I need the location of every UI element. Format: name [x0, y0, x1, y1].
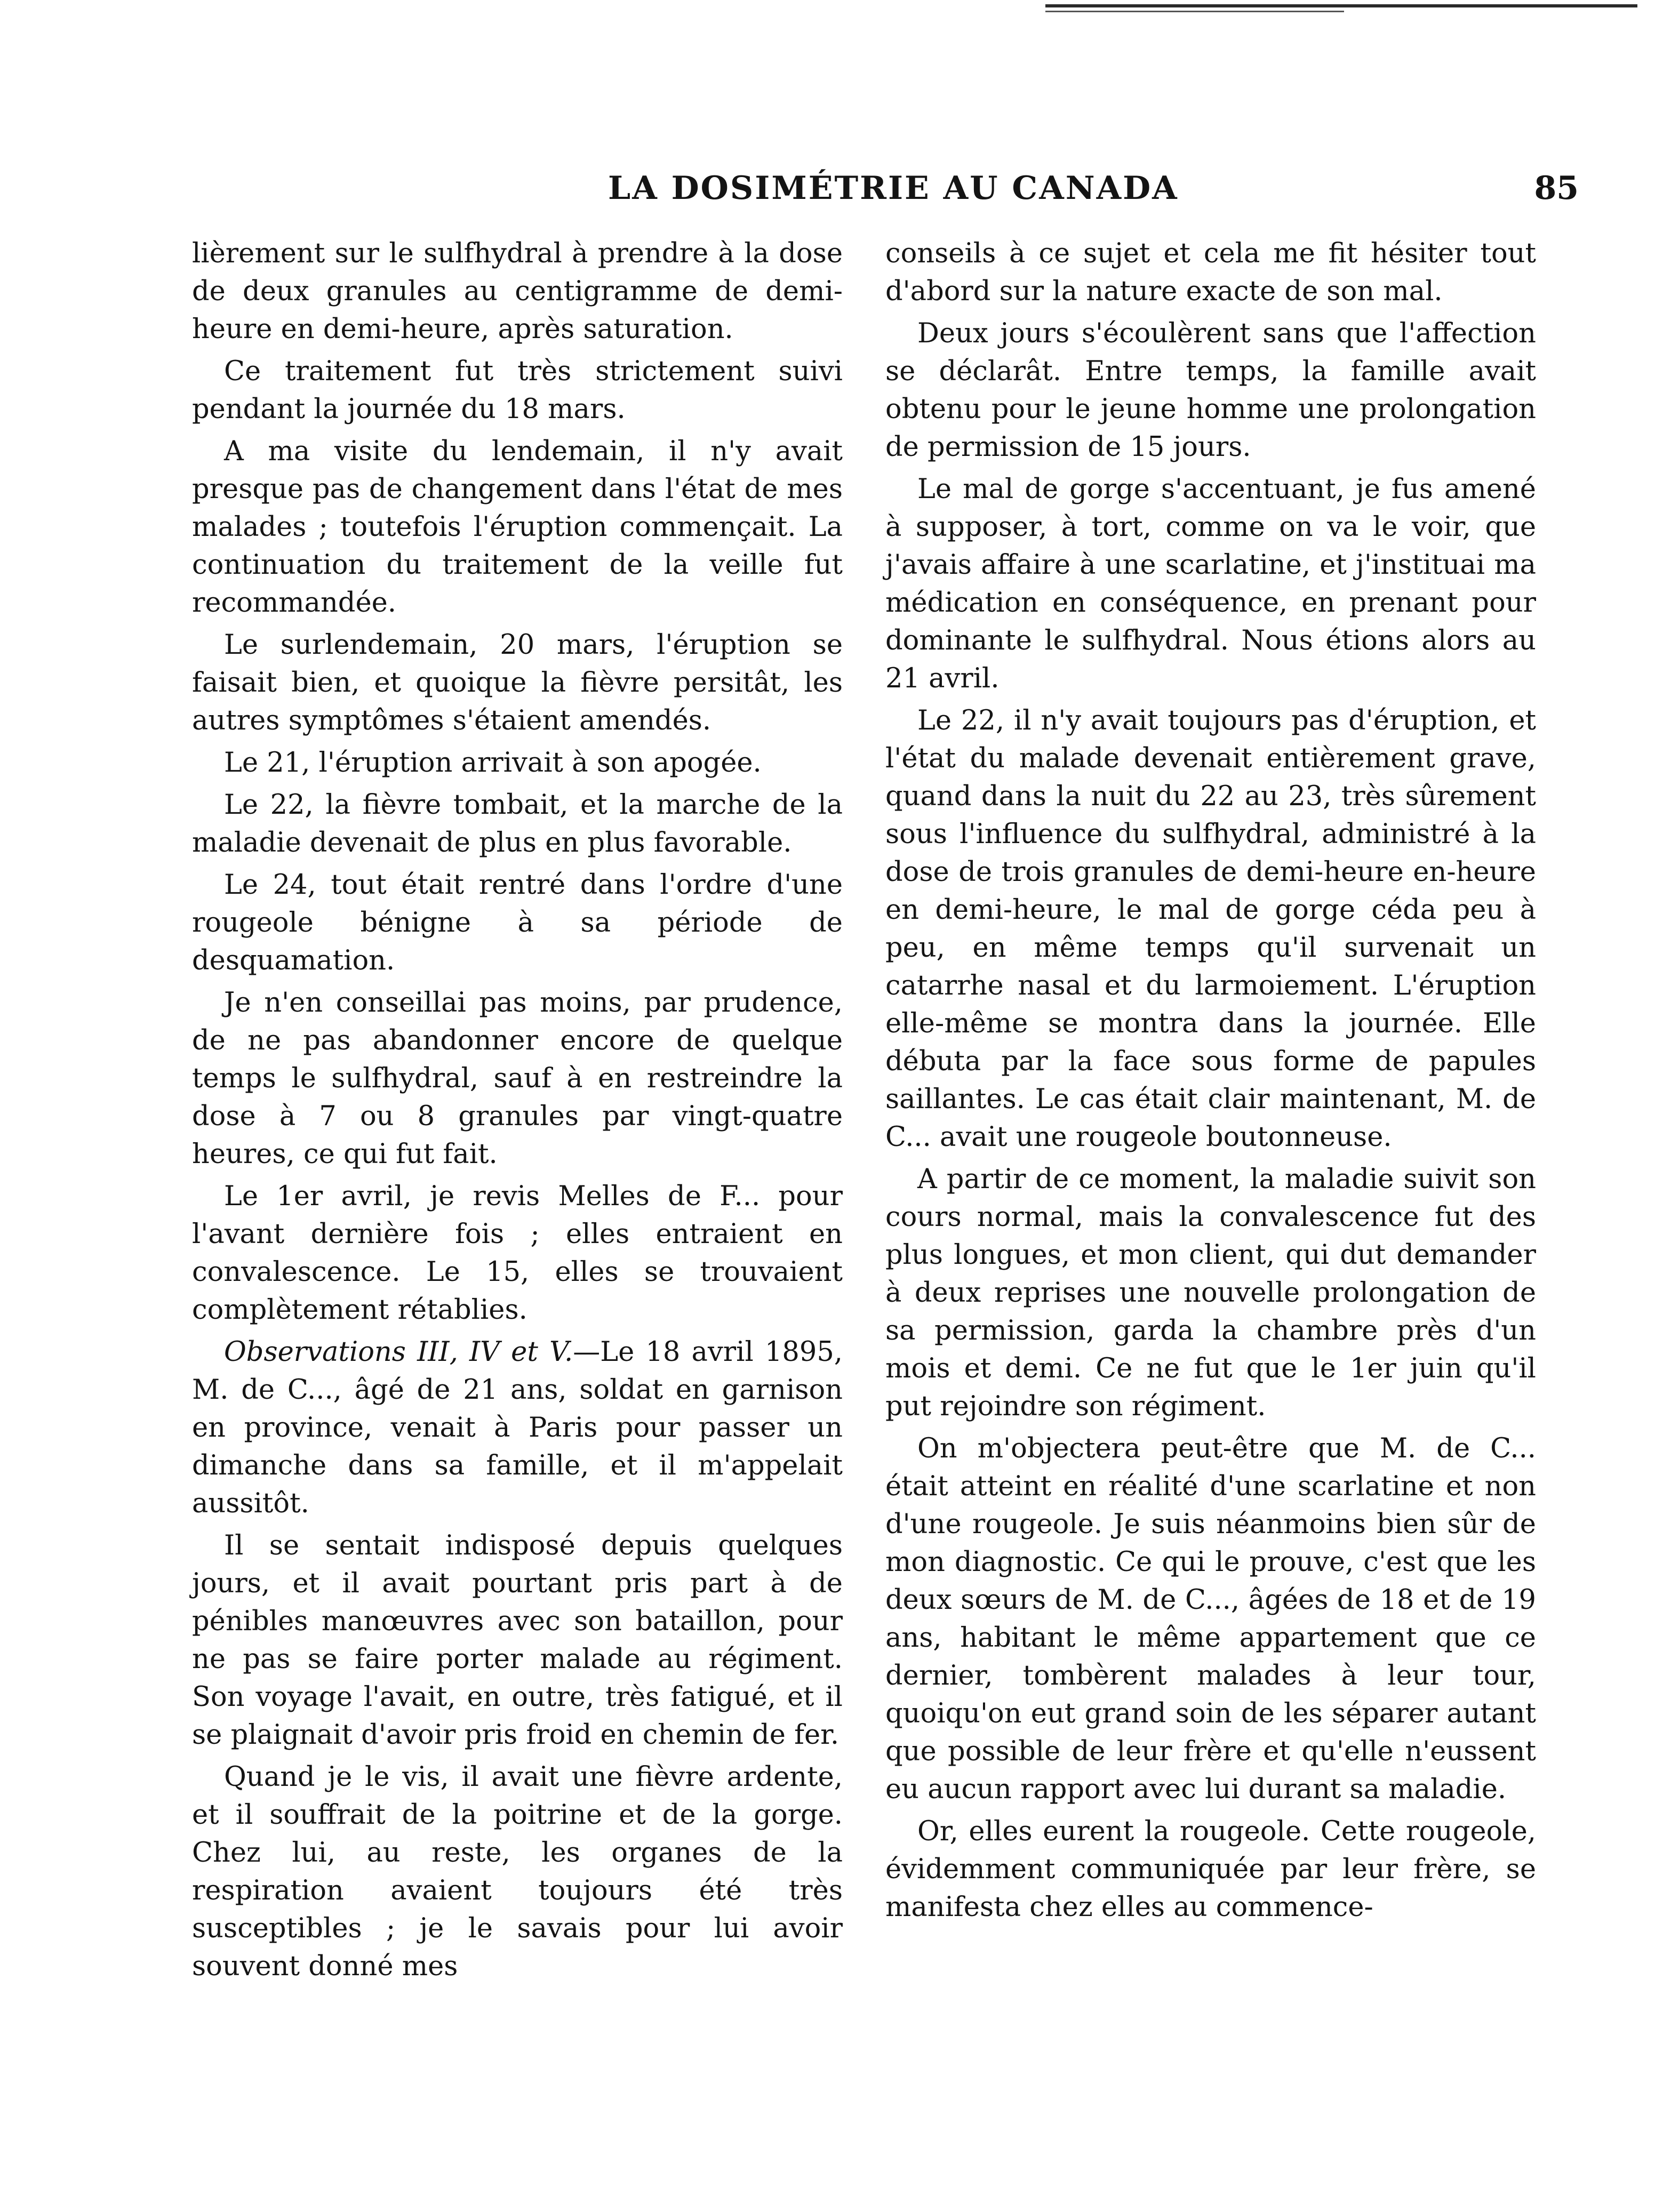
paragraph: Le surlendemain, 20 mars, l'éruption se faisait bien, et quoique la fièvre persitât, les autres symptômes s'étaient amendés.: [192, 629, 843, 736]
paragraph: conseils à ce sujet et cela me fit hésiter tout d'abord sur la nature exacte de son mal.: [885, 238, 1536, 307]
paragraph: Je n'en conseillai pas moins, par prudence, de ne pas abandonner encore de quelque temps le sulfhydral, sauf à en restreindre la dose à 7 ou 8 granules par vingt-quatre heures, ce qui fut fait.: [192, 987, 843, 1170]
paragraph: A partir de ce moment, la maladie suivit son cours normal, mais la convalescence fut des plus longues, et mon client, qui dut demander à deux reprises une nouvelle prolongation de sa permission, garda la chambre près d'un mois et demi. Ce ne fut que le 1er juin qu'il put rejoindre son régiment.: [885, 1164, 1536, 1422]
paragraph: Le mal de gorge s'accentuant, je fus amené à supposer, à tort, comme on va le voir, que j'avais affaire à une scarlatine, et j'instituai ma médication en conséquence, en prenant pour dominante le sulfhydral. Nous étions alors au 21 avril.: [885, 474, 1536, 694]
right-column: [885, 235, 1536, 1930]
paragraph: Il se sentait indisposé depuis quelques jours, et il avait pourtant pris part à de pénibles manœuvres avec son bataillon, pour ne pas se faire porter malade au régiment. Son voyage l'avait, en outre, très fatigué, et il se plaignait d'avoir pris froid en chemin de fer.: [192, 1530, 843, 1751]
paragraph: Deux jours s'écoulèrent sans que l'affection se déclarât. Entre temps, la famille avait obtenu pour le jeune homme une prolongation de permission de 15 jours.: [885, 318, 1536, 463]
paragraph: Or, elles eurent la rougeole. Cette rougeole, évidemment communiquée par leur frère, se manifesta chez elles au commence-: [885, 1816, 1536, 1923]
observations-paragraph: [192, 1333, 843, 1522]
paragraph: Le 24, tout était rentré dans l'ordre d'une rougeole bénigne à sa période de desquamation.: [192, 869, 843, 976]
paragraph: Ce traitement fut très strictement suivi pendant la journée du 18 mars.: [192, 356, 843, 425]
paragraph: Le 22, la fièvre tombait, et la marche de la maladie devenait de plus en plus favorable.: [192, 789, 843, 859]
paragraph: Le 21, l'éruption arrivait à son apogée.: [224, 747, 762, 779]
top-rule: [1045, 4, 1637, 7]
top-rule-secondary: [1045, 11, 1344, 12]
page-number: 85: [1534, 170, 1579, 207]
paragraph: Le 1er avril, je revis Melles de F... pour l'avant dernière fois ; elles entraient en convalescence. Le 15, elles se trouvaient complètement rétablies.: [192, 1181, 843, 1326]
page-header: [192, 170, 1579, 223]
observations-heading: Observations III, IV et V.: [224, 1336, 573, 1368]
paragraph: Le 22, il n'y avait toujours pas d'éruption, et l'état du malade devenait entièrement grave, quand dans la nuit du 22 au 23, très sûrement sous l'influence du sulfhydral, administré à la dose de trois granules de demi-heure en-heure en demi-heure, le mal de gorge céda peu à peu, en même temps qu'il survenait un catarrhe nasal et du larmoiement. L'éruption elle-même se montra dans la journée. Elle débuta par la face sous forme de papules saillantes. Le cas était clair maintenant, M. de C... avait une rougeole boutonneuse.: [885, 705, 1536, 1153]
paragraph: lièrement sur le sulfhydral à prendre à la dose de deux granules au centigramme de demi-heure en demi-heure, après saturation.: [192, 238, 843, 345]
left-column: [192, 235, 843, 1990]
running-title: LA DOSIMÉTRIE AU CANADA: [608, 170, 1179, 207]
paragraph: Quand je le vis, il avait une fièvre ardente, et il souffrait de la poitrine et de la gorge. Chez lui, au reste, les organes de la respiration avaient toujours été très susceptibles ; je le savais pour lui avoir souvent donné mes: [192, 1761, 843, 1982]
paragraph: On m'objectera peut-être que M. de C... était atteint en réalité d'une scarlatine et non d'une rougeole. Je suis néanmoins bien sûr de mon diagnostic. Ce qui le prouve, c'est que les deux sœurs de M. de C..., âgées de 18 et de 19 ans, habitant le même appartement que ce dernier, tombèrent malades à leur tour, quoiqu'on eut grand soin de les séparer autant que possible de leur frère et qu'elle n'eussent eu aucun rapport avec lui durant sa maladie.: [885, 1433, 1536, 1805]
paragraph: A ma visite du lendemain, il n'y avait presque pas de changement dans l'état de mes malades ; toutefois l'éruption commençait. La continuation du traitement de la veille fut recommandée.: [192, 436, 843, 619]
observations-text: —Le 18 avril 1895, M. de C..., âgé de 21 ans, soldat en garnison en province, venait à Paris pour passer un dimanche dans sa famille, et il m'appelait aussitôt.: [192, 1336, 843, 1519]
